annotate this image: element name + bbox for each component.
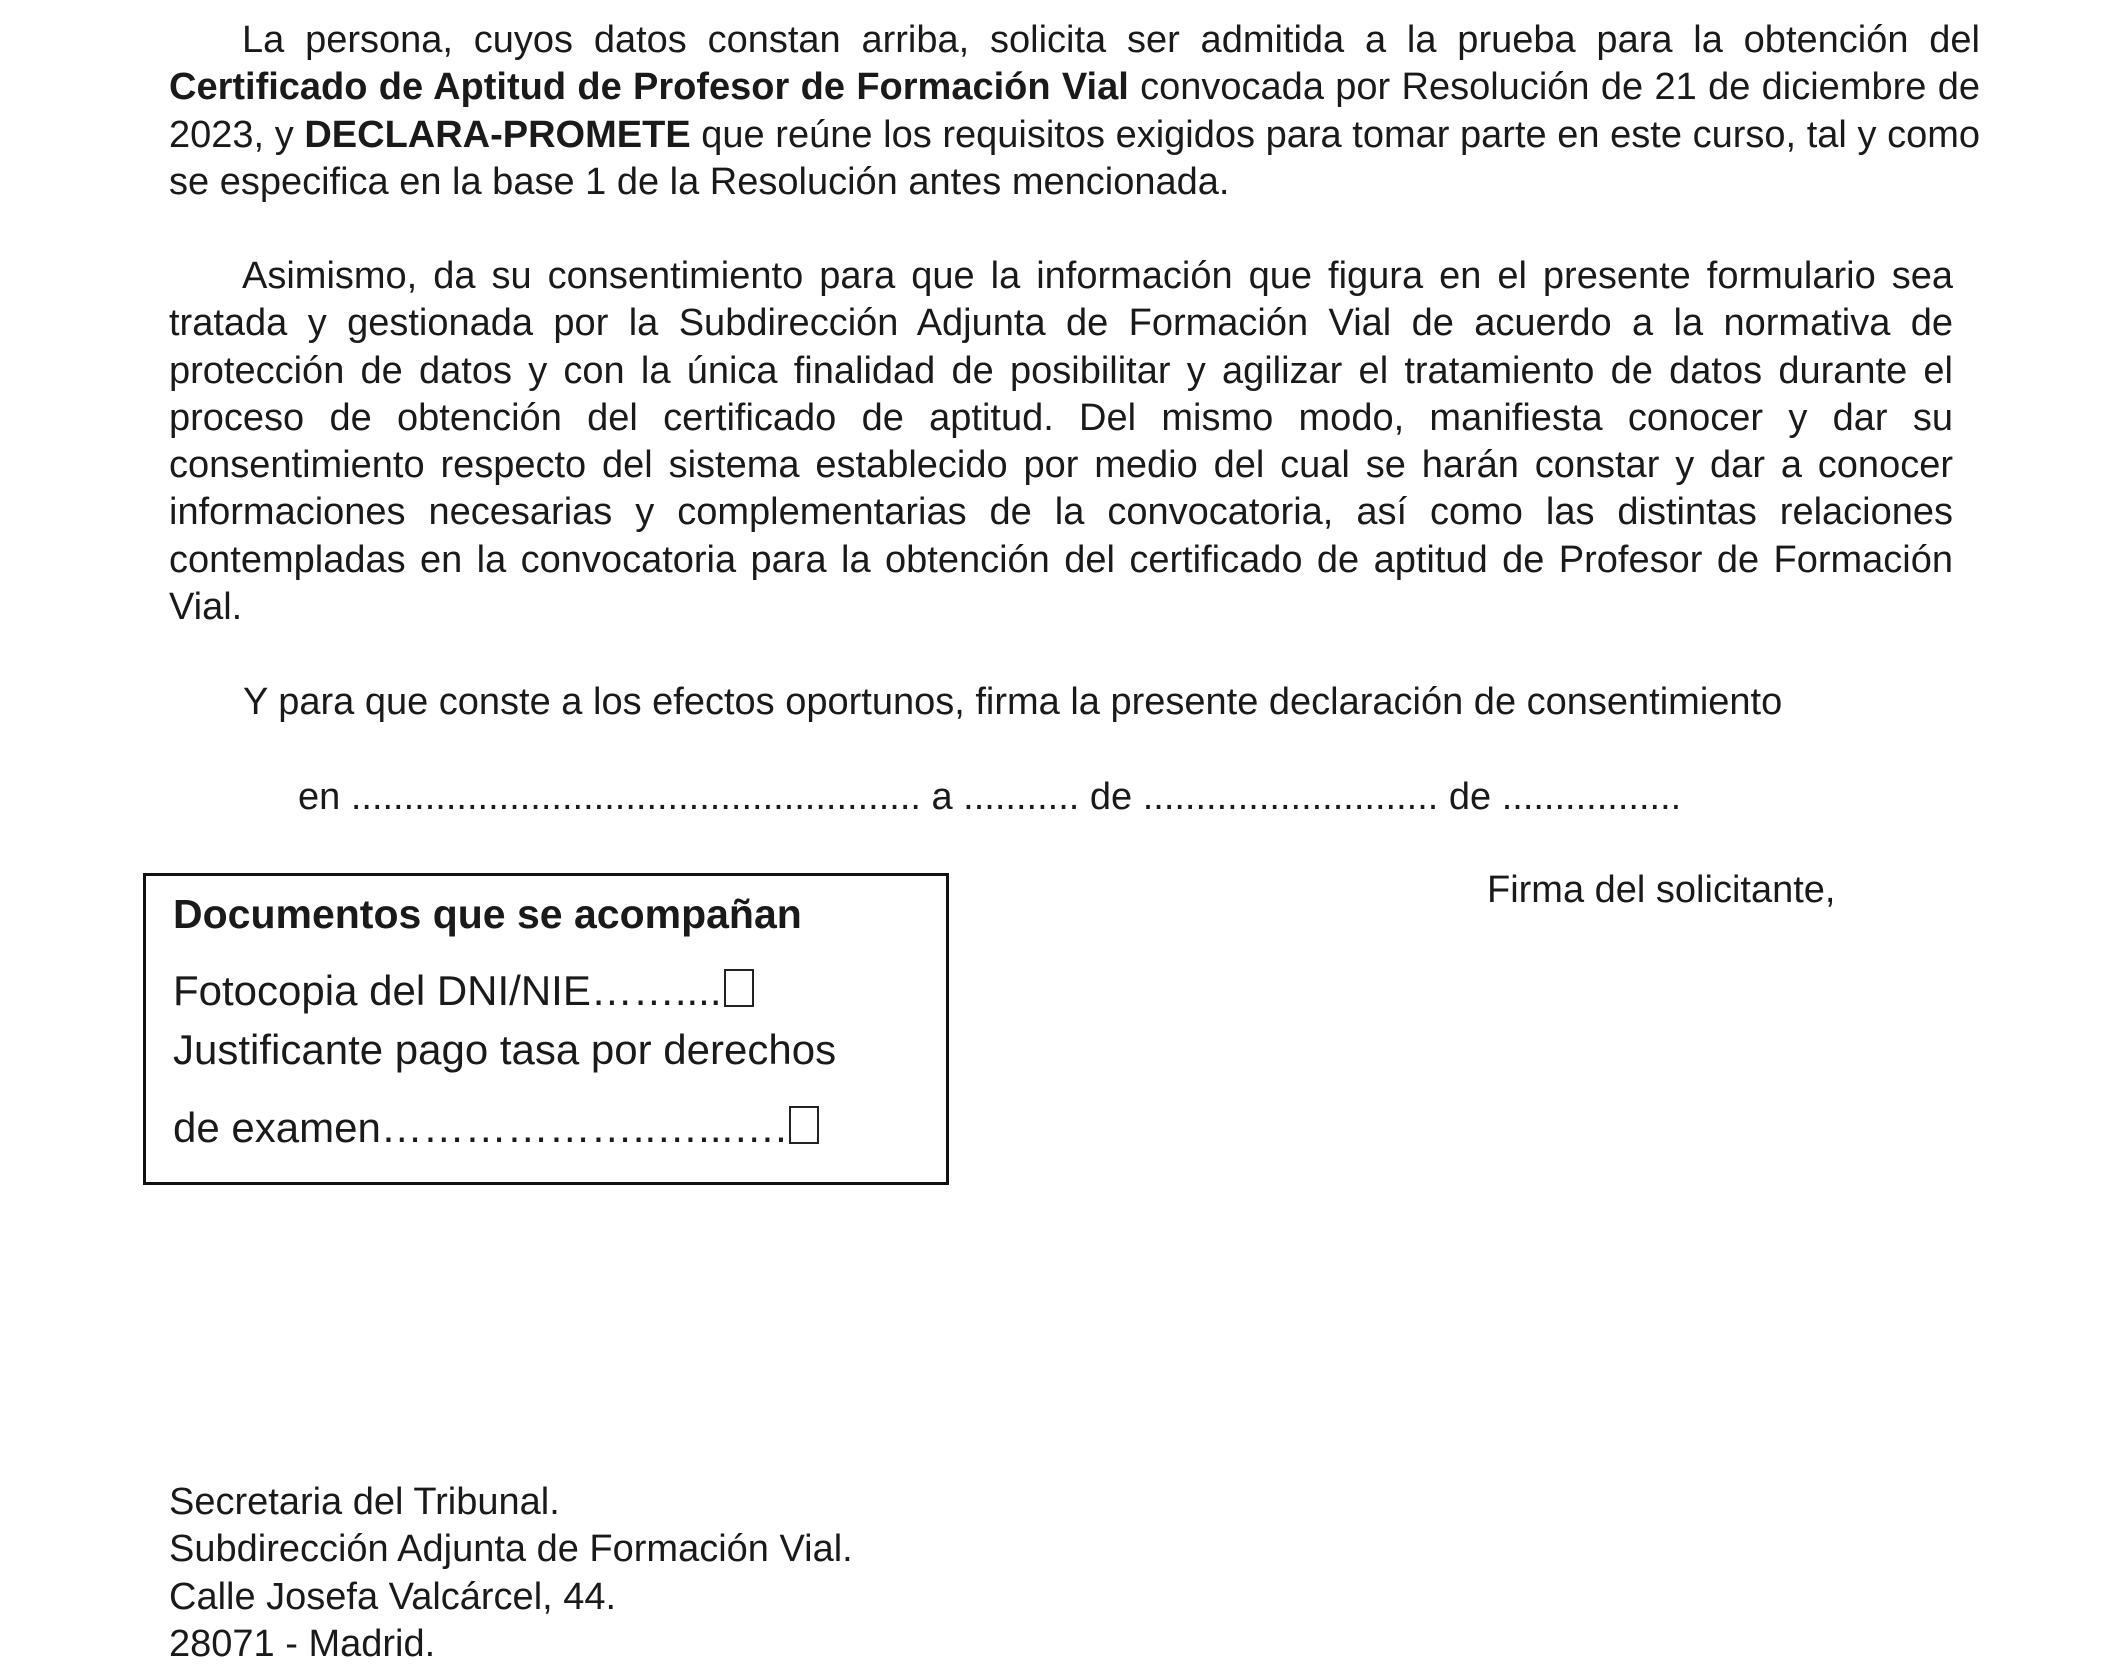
address-line: Secretaria del Tribunal. bbox=[169, 1481, 560, 1523]
address-line: 28071 - Madrid. bbox=[169, 1622, 436, 1665]
signature-label: Firma del solicitante, bbox=[1487, 869, 1836, 911]
paragraph-request-text-c: que reúne los requisitos exigidos para tomar parte en este curso, tal y como se especifica en la base 1 de la Resolución antes mencionada. bbox=[169, 113, 1980, 203]
attached-documents-title: Documentos que se acompañan bbox=[173, 891, 802, 937]
paragraph-request-text-b: convocada por Resolución de 21 de diciembre de 2023, y bbox=[169, 66, 1980, 156]
document-item-dni-label: Fotocopia del DNI/NIE…….... bbox=[173, 967, 722, 1014]
document-item-fee-line1: Justificante pago tasa por derechos bbox=[173, 1026, 837, 1073]
document-item-fee-label: de examen………………..…...…. bbox=[173, 1104, 787, 1151]
place-date-line[interactable]: en ...................................................... a ........... de ............................ de ................. bbox=[298, 776, 1682, 818]
address-block bbox=[169, 1479, 853, 1668]
address-line: Subdirección Adjunta de Formación Vial. bbox=[169, 1528, 853, 1571]
document-item-dni bbox=[173, 966, 754, 1016]
paragraph-request bbox=[169, 17, 1980, 206]
paragraph-closing: Y para que conste a los efectos oportunos, firma la presente declaración de consentimiento bbox=[243, 681, 1783, 723]
paragraph-consent bbox=[169, 253, 1953, 631]
paragraph-request-text-a: La persona, cuyos datos constan arriba, solicita ser admitida a la prueba para la obtención del bbox=[242, 19, 1980, 61]
dni-checkbox[interactable] bbox=[724, 969, 754, 1007]
paragraph-consent-text: Asimismo, da su consentimiento para que la información que figura en el presente formulario sea tratada y gestionada por la Subdirección Adjunta de Formación Vial de acuerdo a la normativa de protección de datos y con la única finalidad de posibilitar y agilizar el tratamiento de datos durante el proceso de obtención del certificado de aptitud. Del mismo modo, manifiesta conocer y dar su consentimiento respecto del sistema establecido por medio del cual se harán constar y dar a conocer informaciones necesarias y complementarias de la convocatoria, así como las distintas relaciones contempladas en la convocatoria para la obtención del certificado de aptitud de Profesor de Formación Vial. bbox=[169, 255, 1953, 629]
document-item-fee bbox=[173, 1103, 819, 1153]
declara-promete: DECLARA-PROMETE bbox=[304, 113, 691, 156]
certificate-name: Certificado de Aptitud de Profesor de Formación Vial bbox=[169, 66, 1129, 109]
fee-checkbox[interactable] bbox=[789, 1106, 819, 1144]
attached-documents-box bbox=[143, 873, 949, 1185]
address-line: Calle Josefa Valcárcel, 44. bbox=[169, 1575, 617, 1618]
